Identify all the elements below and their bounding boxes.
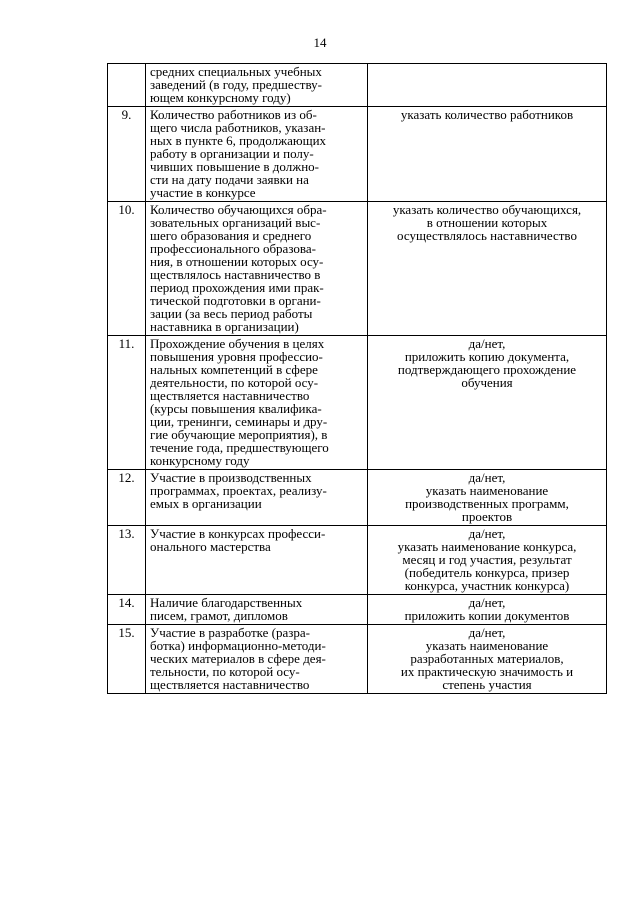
row-instruction: да/нет, указать наименование производственных программ, проектов (368, 470, 607, 526)
table-row (108, 202, 607, 336)
row-instruction: да/нет, приложить копии документов (368, 595, 607, 625)
row-description: Прохождение обучения в целях повышения уровня профессио- нальных компетенций в сфере деятельности, по которой осу- ществляется наставничество (курсы повышения квалифика- ции, тренинги, семинары и дру- гие обучающие мероприятия), в течение года, предшествующего конкурсному году (146, 336, 368, 470)
row-number: 13. (108, 526, 146, 595)
table-row (108, 107, 607, 202)
row-description: Наличие благодарственных писем, грамот, дипломов (146, 595, 368, 625)
row-description: Количество обучающихся обра- зовательных организаций выс- шего образования и среднего профессионального образова- ния, в отношении которых осу- ществлялось наставничество в период прохождения ими прак- тической подготовки в органи- зации (за весь период работы наставника в организации) (146, 202, 368, 336)
row-instruction: указать количество работников (368, 107, 607, 202)
row-number: 9. (108, 107, 146, 202)
row-number: 15. (108, 625, 146, 694)
page-number: 14 (313, 35, 327, 50)
row-number (108, 64, 146, 107)
table-row (108, 470, 607, 526)
criteria-table (107, 63, 607, 694)
row-instruction (368, 64, 607, 107)
row-number: 11. (108, 336, 146, 470)
row-description: Участие в разработке (разра- ботка) информационно-методи- ческих материалов в сфере дея- тельности, по которой осу- ществляется наставничество (146, 625, 368, 694)
table-row (108, 595, 607, 625)
row-description: Участие в производственных программах, проектах, реализу- емых в организации (146, 470, 368, 526)
row-number: 10. (108, 202, 146, 336)
table-row (108, 336, 607, 470)
row-instruction: да/нет, указать наименование разработанных материалов, их практическую значимость и степень участия (368, 625, 607, 694)
table-row (108, 64, 607, 107)
row-description: Участие в конкурсах професси- онального мастерства (146, 526, 368, 595)
table-row (108, 625, 607, 694)
row-number: 12. (108, 470, 146, 526)
row-instruction: указать количество обучающихся, в отношении которых осуществлялось наставничество (368, 202, 607, 336)
row-instruction: да/нет, указать наименование конкурса, месяц и год участия, результат (победитель конкурса, призер конкурса, участник конкурса) (368, 526, 607, 595)
row-instruction: да/нет, приложить копию документа, подтверждающего прохождение обучения (368, 336, 607, 470)
row-number: 14. (108, 595, 146, 625)
row-description: средних специальных учебных заведений (в году, предшеству- ющем конкурсному году) (146, 64, 368, 107)
table-row (108, 526, 607, 595)
row-description: Количество работников из об- щего числа работников, указан- ных в пункте 6, продолжающих работу в организации и полу- чивших повышение в должно- сти на дату подачи заявки на участие в конкурсе (146, 107, 368, 202)
